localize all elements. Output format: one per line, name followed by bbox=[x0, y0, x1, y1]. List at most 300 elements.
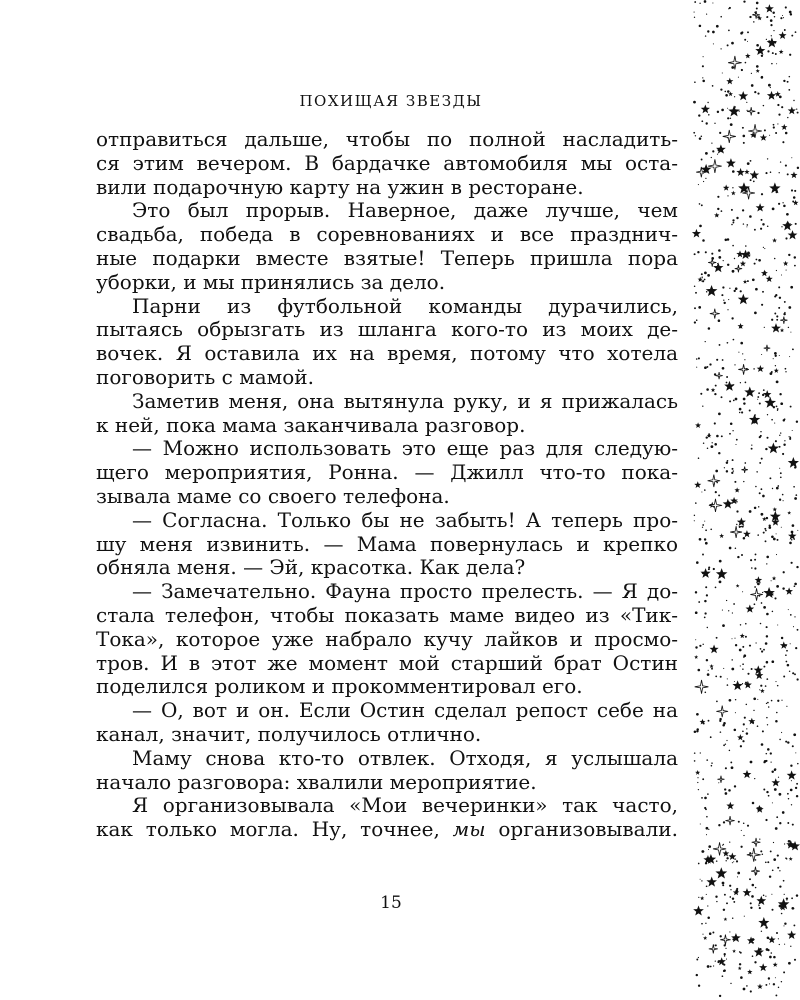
star-dot bbox=[731, 66, 734, 69]
star-dot bbox=[694, 253, 696, 255]
star-dot bbox=[740, 32, 743, 35]
star-dot bbox=[769, 983, 770, 984]
star-dot bbox=[789, 542, 792, 545]
star-shape bbox=[743, 530, 751, 537]
star-dot bbox=[719, 995, 721, 997]
star-shape bbox=[767, 37, 777, 47]
star-dot bbox=[791, 897, 793, 899]
star-dot bbox=[744, 916, 745, 917]
star-dot bbox=[757, 93, 759, 95]
star-dot bbox=[751, 73, 752, 74]
star-dot bbox=[747, 162, 750, 165]
star-dot bbox=[715, 676, 717, 678]
star-dot bbox=[758, 506, 759, 507]
star-dot bbox=[715, 385, 717, 387]
star-shape bbox=[743, 280, 747, 284]
star-dot bbox=[720, 16, 722, 18]
star-shape bbox=[744, 169, 749, 174]
star-dot bbox=[732, 219, 734, 221]
star-dot bbox=[749, 16, 751, 18]
star-dot bbox=[740, 342, 743, 345]
star-dot bbox=[696, 713, 699, 716]
star-dot bbox=[779, 393, 781, 395]
star-dot bbox=[722, 975, 724, 977]
star-dot bbox=[761, 743, 764, 746]
star-dot bbox=[795, 647, 797, 649]
star-dot bbox=[716, 359, 718, 361]
star-dot bbox=[704, 807, 706, 809]
star-dot bbox=[777, 410, 778, 411]
star-dot bbox=[722, 624, 725, 627]
star-dot bbox=[778, 777, 779, 778]
star-dot bbox=[700, 823, 701, 824]
star-shape bbox=[694, 481, 701, 488]
star-shape bbox=[780, 641, 788, 648]
star-dot bbox=[743, 0, 745, 2]
star-dot bbox=[794, 497, 797, 500]
star-dot bbox=[785, 741, 787, 743]
star-dot bbox=[747, 31, 749, 33]
star-dot bbox=[783, 500, 784, 501]
star-dot bbox=[761, 55, 763, 57]
star-dot bbox=[797, 629, 799, 631]
star-shape bbox=[740, 261, 746, 267]
star-dot bbox=[731, 659, 733, 661]
star-dot bbox=[776, 319, 778, 321]
star-dot bbox=[751, 84, 754, 87]
star-dot bbox=[715, 960, 716, 961]
star-dot bbox=[698, 601, 700, 603]
star-dot bbox=[797, 763, 799, 765]
star-dot bbox=[701, 880, 702, 881]
star-dot bbox=[702, 934, 703, 935]
star-dot bbox=[718, 494, 720, 496]
star-dot bbox=[786, 650, 788, 652]
sparkle-shape bbox=[716, 706, 728, 718]
star-dot bbox=[755, 887, 756, 888]
star-dot bbox=[782, 15, 783, 16]
star-dot bbox=[746, 732, 748, 734]
star-dot bbox=[723, 970, 725, 972]
star-shape bbox=[709, 645, 718, 654]
star-dot bbox=[702, 778, 704, 780]
star-dot bbox=[779, 468, 780, 469]
star-dot bbox=[775, 681, 776, 682]
star-dot bbox=[763, 666, 765, 668]
star-dot bbox=[766, 703, 767, 704]
star-dot bbox=[754, 778, 755, 779]
star-dot bbox=[749, 510, 752, 513]
star-dot bbox=[791, 189, 793, 191]
star-dot bbox=[766, 635, 768, 637]
star-dot bbox=[720, 935, 722, 937]
star-dot bbox=[726, 959, 727, 960]
star-dot bbox=[707, 905, 708, 906]
star-dot bbox=[731, 42, 734, 45]
star-dot bbox=[785, 165, 787, 167]
star-dot bbox=[715, 470, 718, 473]
star-dot bbox=[721, 294, 723, 296]
star-dot bbox=[788, 798, 789, 799]
star-dot bbox=[745, 636, 747, 638]
star-dot bbox=[716, 25, 719, 28]
star-dot bbox=[761, 602, 763, 604]
star-dot bbox=[795, 752, 796, 753]
star-dot bbox=[761, 219, 763, 221]
star-dot bbox=[761, 650, 763, 652]
star-dot bbox=[750, 160, 752, 162]
star-dot bbox=[694, 81, 696, 83]
star-dot bbox=[704, 612, 706, 614]
star-dot bbox=[779, 944, 780, 945]
star-dot bbox=[727, 264, 729, 266]
star-shape bbox=[779, 49, 784, 54]
star-dot bbox=[747, 41, 748, 42]
star-dot bbox=[725, 744, 726, 745]
star-dot bbox=[742, 353, 743, 354]
star-dot bbox=[732, 459, 734, 461]
star-dot bbox=[794, 673, 796, 675]
sparkle-shape bbox=[747, 848, 761, 862]
star-dot bbox=[702, 527, 703, 528]
star-dot bbox=[730, 983, 731, 984]
star-dot bbox=[789, 76, 791, 78]
star-dot bbox=[745, 382, 747, 384]
star-dot bbox=[792, 524, 795, 527]
star-dot bbox=[716, 860, 718, 862]
star-dot bbox=[776, 585, 779, 588]
star-dot bbox=[710, 966, 712, 968]
star-dot bbox=[707, 102, 708, 103]
sparkle-shape bbox=[708, 475, 720, 487]
star-dot bbox=[730, 423, 733, 426]
star-dot bbox=[782, 453, 784, 455]
star-dot bbox=[719, 560, 722, 563]
star-dot bbox=[714, 123, 715, 124]
star-dot bbox=[786, 706, 787, 707]
star-dot bbox=[697, 777, 698, 778]
star-dot bbox=[767, 861, 769, 863]
star-dot bbox=[761, 76, 763, 78]
star-dot bbox=[722, 724, 725, 727]
star-dot bbox=[707, 965, 710, 968]
star-dot bbox=[695, 639, 696, 640]
star-dot bbox=[731, 317, 733, 319]
star-dot bbox=[705, 529, 707, 531]
star-dot bbox=[695, 502, 697, 504]
star-dot bbox=[741, 411, 743, 413]
star-dot bbox=[752, 802, 755, 805]
star-dot bbox=[765, 530, 767, 532]
star-shape bbox=[744, 681, 752, 689]
star-dot bbox=[742, 683, 743, 684]
star-dot bbox=[790, 13, 792, 15]
star-dot bbox=[701, 797, 703, 799]
star-dot bbox=[772, 488, 773, 489]
star-dot bbox=[707, 916, 710, 919]
star-dot bbox=[746, 226, 747, 227]
star-dot bbox=[708, 849, 709, 850]
star-dot bbox=[706, 594, 708, 596]
star-dot bbox=[713, 568, 715, 570]
text-line: Заметив меня, она вытянула руку, и я прижалась bbox=[132, 389, 678, 413]
star-dot bbox=[766, 437, 768, 439]
star-shape bbox=[782, 220, 792, 230]
star-dot bbox=[699, 25, 702, 28]
star-dot bbox=[760, 623, 762, 625]
star-shape bbox=[755, 45, 765, 55]
star-dot bbox=[698, 863, 700, 865]
star-dot bbox=[743, 402, 745, 404]
star-dot bbox=[714, 422, 716, 424]
star-dot bbox=[794, 190, 796, 192]
star-dot bbox=[761, 513, 764, 516]
star-dot bbox=[766, 39, 767, 40]
star-dot bbox=[765, 861, 767, 863]
star-dot bbox=[701, 159, 703, 161]
star-dot bbox=[760, 850, 762, 852]
star-dot bbox=[775, 977, 776, 978]
star-dot bbox=[705, 692, 707, 694]
star-dot bbox=[722, 610, 723, 611]
star-dot bbox=[740, 624, 741, 625]
star-dot bbox=[732, 187, 733, 188]
star-dot bbox=[739, 408, 742, 411]
star-dot bbox=[777, 123, 778, 124]
star-dot bbox=[781, 700, 782, 701]
star-shape bbox=[716, 568, 728, 579]
star-dot bbox=[718, 249, 721, 252]
star-dot bbox=[742, 663, 744, 665]
star-dot bbox=[736, 860, 738, 862]
star-dot bbox=[754, 559, 756, 561]
star-shape bbox=[771, 778, 780, 786]
star-dot bbox=[696, 730, 698, 732]
star-dot bbox=[702, 280, 704, 282]
star-dot bbox=[796, 795, 798, 797]
star-dot bbox=[789, 11, 792, 14]
star-dot bbox=[697, 782, 698, 783]
text-line: поделился роликом и прокомментировал его. bbox=[96, 675, 583, 699]
star-dot bbox=[711, 668, 713, 670]
star-dot bbox=[696, 358, 698, 360]
star-dot bbox=[733, 222, 735, 224]
star-dot bbox=[717, 154, 718, 155]
sparkle-shape bbox=[730, 526, 742, 538]
star-dot bbox=[724, 953, 726, 955]
star-shape bbox=[788, 532, 796, 540]
star-dot bbox=[730, 761, 732, 763]
star-dot bbox=[786, 900, 787, 901]
star-dot bbox=[776, 554, 777, 555]
star-dot bbox=[761, 354, 762, 355]
star-shape bbox=[758, 917, 769, 928]
star-dot bbox=[720, 48, 721, 49]
star-dot bbox=[758, 905, 759, 906]
star-dot bbox=[723, 668, 724, 669]
star-dot bbox=[792, 824, 794, 826]
star-dot bbox=[703, 181, 704, 182]
star-dot bbox=[722, 882, 725, 885]
text-line: ся этим вечером. В бардачке автомобиля мы оста- bbox=[96, 151, 678, 175]
star-dot bbox=[743, 835, 744, 836]
star-dot bbox=[724, 467, 725, 468]
star-shape bbox=[766, 275, 773, 282]
star-dot bbox=[720, 88, 722, 90]
star-dot bbox=[743, 142, 745, 144]
star-dot bbox=[785, 654, 787, 656]
star-dot bbox=[757, 699, 758, 700]
star-dot bbox=[698, 114, 700, 116]
star-dot bbox=[775, 994, 777, 996]
star-dot bbox=[766, 613, 769, 616]
star-dot bbox=[766, 948, 769, 951]
star-dot bbox=[729, 885, 731, 887]
star-dot bbox=[719, 581, 722, 584]
star-dot bbox=[733, 603, 735, 605]
sparkle-shape bbox=[723, 130, 736, 143]
star-dot bbox=[773, 842, 774, 843]
star-dot bbox=[718, 413, 721, 416]
star-dot bbox=[702, 239, 705, 242]
star-dot bbox=[726, 382, 728, 384]
star-dot bbox=[736, 501, 738, 503]
star-dot bbox=[726, 740, 727, 741]
star-dot bbox=[766, 661, 769, 664]
star-dot bbox=[728, 789, 731, 792]
star-dot bbox=[770, 952, 772, 954]
star-dot bbox=[734, 638, 735, 639]
star-dot bbox=[766, 626, 768, 628]
star-dot bbox=[772, 611, 774, 613]
star-border-art bbox=[690, 0, 800, 1000]
text-line: Парни из футбольной команды дурачились, bbox=[132, 294, 678, 318]
star-dot bbox=[768, 706, 770, 708]
star-dot bbox=[729, 288, 730, 289]
star-dot bbox=[695, 292, 697, 294]
star-dot bbox=[777, 624, 778, 625]
star-dot bbox=[757, 725, 759, 727]
star-dot bbox=[749, 645, 751, 647]
star-dot bbox=[776, 406, 778, 408]
star-dot bbox=[749, 409, 751, 411]
star-dot bbox=[757, 534, 759, 536]
star-dot bbox=[783, 419, 785, 421]
star-shape bbox=[768, 443, 779, 454]
star-shape bbox=[736, 584, 740, 588]
star-dot bbox=[778, 286, 780, 288]
star-dot bbox=[756, 65, 759, 68]
star-dot bbox=[743, 537, 746, 540]
star-shape bbox=[723, 917, 727, 921]
star-dot bbox=[791, 780, 792, 781]
star-dot bbox=[742, 591, 743, 592]
star-dot bbox=[780, 17, 782, 19]
star-dot bbox=[742, 730, 744, 732]
star-dot bbox=[699, 203, 701, 205]
star-dot bbox=[742, 127, 744, 129]
star-shape bbox=[723, 184, 730, 190]
star-dot bbox=[730, 123, 733, 126]
star-dot bbox=[756, 2, 759, 5]
text-line: уборки, и мы принялись за дело. bbox=[96, 270, 446, 294]
star-dot bbox=[721, 210, 723, 212]
star-dot bbox=[760, 488, 762, 490]
star-dot bbox=[762, 291, 764, 293]
star-shape bbox=[732, 680, 742, 690]
star-shape bbox=[760, 134, 767, 141]
star-dot bbox=[737, 556, 739, 558]
star-dot bbox=[703, 851, 705, 853]
star-dot bbox=[782, 141, 784, 143]
text-line: — О, вот и он. Если Остин сделал репост себе на bbox=[132, 699, 678, 723]
star-dot bbox=[708, 829, 709, 830]
star-dot bbox=[754, 961, 756, 963]
star-dot bbox=[789, 671, 790, 672]
star-dot bbox=[725, 792, 728, 795]
star-dot bbox=[776, 381, 779, 384]
star-dot bbox=[771, 909, 773, 911]
star-dot bbox=[698, 789, 699, 790]
star-dot bbox=[794, 583, 797, 586]
star-dot bbox=[793, 486, 795, 488]
star-dot bbox=[743, 822, 745, 824]
star-dot bbox=[709, 932, 712, 935]
star-dot bbox=[727, 342, 729, 344]
star-dot bbox=[790, 789, 793, 792]
star-dot bbox=[766, 678, 768, 680]
star-dot bbox=[706, 759, 708, 761]
star-shape bbox=[762, 517, 766, 521]
star-dot bbox=[791, 539, 793, 541]
star-dot bbox=[776, 487, 779, 490]
star-dot bbox=[770, 372, 773, 375]
star-dot bbox=[733, 901, 735, 903]
star-dot bbox=[716, 435, 719, 438]
star-dot bbox=[774, 352, 777, 355]
star-dot bbox=[704, 797, 707, 800]
star-dot bbox=[739, 110, 740, 111]
star-dot bbox=[775, 720, 778, 723]
star-dot bbox=[759, 462, 761, 464]
star-dot bbox=[734, 258, 735, 259]
star-dot bbox=[764, 248, 765, 249]
star-dot bbox=[769, 477, 771, 479]
star-shape bbox=[695, 422, 701, 428]
star-dot bbox=[790, 286, 793, 289]
star-dot bbox=[711, 762, 713, 764]
text-line: вочек. Я оставила их на время, потому что хотела bbox=[96, 342, 678, 366]
star-dot bbox=[731, 468, 733, 470]
text-line: Тока», которое уже набрало кучу лайков и просмо- bbox=[96, 627, 678, 651]
star-dot bbox=[704, 0, 707, 3]
star-dot bbox=[721, 435, 723, 437]
star-dot bbox=[756, 44, 759, 47]
star-shape bbox=[754, 665, 763, 674]
star-dot bbox=[792, 349, 793, 350]
star-dot bbox=[763, 532, 765, 534]
star-dot bbox=[706, 894, 707, 895]
text-line: свадьба, победа в соревнованиях и все празднич- bbox=[96, 223, 678, 247]
star-shape bbox=[732, 949, 736, 953]
star-dot bbox=[773, 126, 775, 128]
star-dot bbox=[791, 157, 792, 158]
star-dot bbox=[745, 62, 747, 64]
star-dot bbox=[775, 355, 777, 357]
star-shape bbox=[726, 78, 733, 85]
star-shape bbox=[738, 966, 742, 970]
star-dot bbox=[736, 439, 738, 441]
